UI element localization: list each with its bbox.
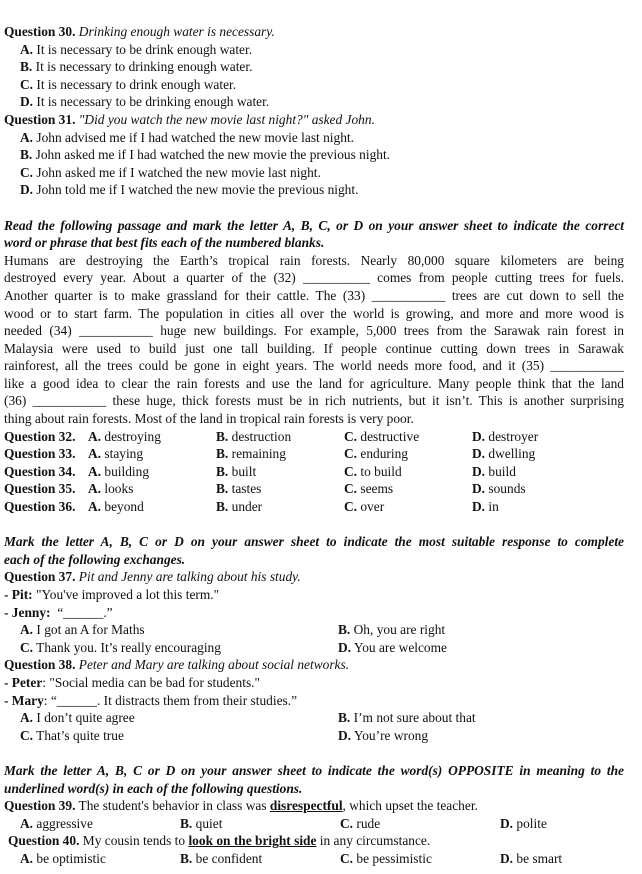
option-letter: C. [344, 481, 358, 497]
option-letter: A. [20, 815, 34, 831]
speaker: - Jenny: [4, 604, 51, 620]
option-d[interactable] [472, 445, 612, 463]
option-b[interactable] [180, 850, 340, 868]
option-c[interactable] [344, 445, 472, 463]
option-text: be smart [516, 850, 563, 866]
passage-line: thing about rain forests. Most of the land in tropical rain forests is very poor. [4, 411, 414, 427]
option-letter: A. [88, 428, 102, 444]
dialogue-text: : "Social media can be bad for students." [42, 674, 260, 690]
option-letter: A. [20, 129, 34, 145]
option-text: remaining [231, 446, 286, 462]
question-label: Question 32. [4, 428, 76, 444]
option-letter: B. [338, 710, 351, 726]
options-row [4, 727, 624, 745]
option-d[interactable] [472, 498, 612, 516]
question-text: My cousin tends to [82, 833, 186, 849]
worksheet-page [4, 23, 624, 868]
option-letter: C. [20, 727, 34, 743]
option-b[interactable] [216, 428, 344, 446]
option-a[interactable] [88, 498, 216, 516]
option-a[interactable] [88, 428, 216, 446]
option-letter: D. [472, 481, 486, 497]
option-d[interactable] [472, 480, 612, 498]
options-row [4, 850, 624, 868]
option-text: over [360, 499, 385, 515]
option-letter: C. [340, 815, 354, 831]
option-letter: A. [20, 710, 34, 726]
option-a[interactable] [88, 480, 216, 498]
option-text: seems [360, 481, 394, 497]
question-label: Question 35. [4, 481, 76, 497]
option-letter: C. [344, 463, 358, 479]
option-letter: C. [344, 446, 358, 462]
question-label: Question 37. [4, 569, 76, 585]
option-b[interactable] [338, 709, 476, 727]
option-text: It is necessary to drinking enough water. [35, 59, 253, 75]
question-35 [4, 480, 624, 498]
dialogue-line [4, 692, 624, 710]
option-d[interactable] [472, 428, 612, 446]
passage-line: Malaysia were used to build just one tall building. If people continue cutting down trees in Sarawak [4, 340, 624, 356]
option-c[interactable] [344, 463, 472, 481]
options-row [4, 709, 624, 727]
option-text: staying [104, 446, 144, 462]
option-c[interactable] [344, 498, 472, 516]
option-letter: C. [20, 164, 34, 180]
option-d[interactable] [472, 463, 612, 481]
question-37 [4, 568, 624, 586]
option-text: be optimistic [36, 850, 106, 866]
dialogue-line [4, 604, 624, 622]
option-text: tastes [231, 481, 262, 497]
option-letter: C. [20, 76, 34, 92]
option-letter: A. [20, 622, 34, 638]
question-text: , which upset the teacher. [342, 798, 478, 814]
option-b[interactable] [216, 480, 344, 498]
spacer [4, 516, 624, 534]
option-a[interactable] [4, 41, 624, 59]
option-text: to build [360, 463, 402, 479]
option-letter: A. [88, 446, 102, 462]
section-instruction: each of the following exchanges. [4, 551, 186, 567]
question-36 [4, 498, 624, 516]
passage-line: wood or to start farm. The population in cities all over the world is growing, and more and more wood is [4, 305, 624, 321]
section-instruction: Read the following passage and mark the letter A, B, C, or D on your answer sheet to indicate the correct [4, 217, 624, 233]
option-text: under [231, 499, 263, 515]
passage-line: destroyed every year. About a quarter of the (32) __________ comes from people cutting trees for fuels. [4, 270, 624, 286]
option-letter: D. [472, 428, 486, 444]
question-prompt: "Did you watch the new movie last night?" asked John. [78, 111, 375, 127]
options-row [4, 815, 624, 833]
option-text: built [231, 463, 257, 479]
option-b[interactable] [216, 463, 344, 481]
option-text: I don’t quite agree [36, 710, 135, 726]
question-text: in any circumstance. [319, 833, 431, 849]
option-text: enduring [360, 446, 408, 462]
passage-line: like a good idea to clear the rain forests and use the land for agriculture. Many people think that the land [4, 375, 624, 391]
question-40 [4, 832, 624, 850]
option-text: sounds [488, 481, 526, 497]
question-prompt: Peter and Mary are talking about social networks. [78, 657, 350, 673]
passage-line: (36) ___________ these huge, thick forests must be in rich nutrients, but it isn’t. This is another surprising [4, 393, 624, 409]
option-text: dwelling [488, 446, 536, 462]
option-letter: B. [180, 850, 193, 866]
dialogue-text: "You've improved a lot this term." [36, 587, 220, 602]
question-31 [4, 111, 624, 129]
option-text: John asked me if I watched the new movie last night. [36, 164, 321, 180]
passage-line: Another quarter is to make grassland for their cattle. The (33) ___________ trees are cut down to sell the [4, 287, 624, 303]
option-letter: C. [344, 499, 358, 515]
option-b[interactable] [180, 815, 340, 833]
option-text: John asked me if I had watched the new movie the previous night. [35, 147, 391, 163]
passage-line: needed (34) ___________ huge new buildings. For example, 5,000 trees from the Sarawak rain forest in [4, 323, 624, 339]
section-instruction: word or phrase that best fits each of the numbered blanks. [4, 235, 325, 251]
option-text: building [104, 463, 150, 479]
option-c[interactable] [344, 428, 472, 446]
option-letter: B. [338, 622, 351, 638]
question-prompt: Drinking enough water is necessary. [78, 24, 275, 39]
option-letter: A. [88, 481, 102, 497]
underlined-word: disrespectful [269, 798, 343, 814]
dialogue-text: : “______. It distracts them from their studies.” [43, 692, 298, 708]
option-a[interactable] [4, 815, 180, 833]
speaker: - Mary [4, 692, 44, 708]
option-letter: B. [216, 463, 229, 479]
section-instruction: Mark the letter A, B, C or D on your answer sheet to indicate the most suitable response to complete [4, 534, 624, 550]
option-text: destroying [104, 428, 161, 444]
option-letter: D. [472, 463, 486, 479]
option-b[interactable] [216, 445, 344, 463]
option-c[interactable] [340, 850, 500, 868]
option-letter: C. [340, 850, 354, 866]
option-a[interactable] [4, 129, 624, 147]
option-a[interactable] [4, 850, 180, 868]
passage-line: rainforest, all the trees could be gone in eight years. The world needs more food, and it (35) ___________ [4, 358, 624, 374]
question-label: Question 33. [4, 446, 76, 462]
option-b[interactable] [216, 498, 344, 516]
spacer [4, 744, 624, 762]
section-instruction: underlined word(s) in each of the following questions. [4, 780, 303, 796]
option-a[interactable] [88, 445, 216, 463]
option-text: It is necessary to be drinking enough water. [36, 94, 270, 110]
option-letter: B. [20, 59, 33, 75]
option-letter: B. [216, 481, 229, 497]
option-letter: D. [472, 499, 486, 515]
question-label: Question 31. [4, 111, 76, 127]
option-text: polite [516, 815, 547, 831]
option-d[interactable] [500, 815, 620, 833]
option-text: in [488, 499, 499, 515]
option-text: be confident [195, 850, 263, 866]
option-text: Thank you. It’s really encouraging [36, 639, 221, 655]
question-39 [4, 797, 624, 815]
speaker: - Peter [4, 674, 43, 690]
option-text: It is necessary to drink enough water. [36, 76, 237, 92]
option-d[interactable] [4, 93, 624, 111]
option-b[interactable] [4, 146, 624, 164]
option-letter: B. [216, 428, 229, 444]
option-text: rude [356, 815, 381, 831]
option-b[interactable] [4, 58, 624, 76]
question-30 [4, 23, 624, 41]
option-text: destroyer [488, 428, 539, 444]
underlined-phrase: look on the bright side [188, 833, 317, 849]
question-label: Question 38. [4, 657, 76, 673]
option-text: build [488, 463, 516, 479]
option-letter: D. [500, 815, 514, 831]
option-text: John told me if I watched the new movie the previous night. [36, 182, 359, 198]
option-text: aggressive [36, 815, 93, 831]
option-text: destruction [231, 428, 292, 444]
option-letter: D. [20, 94, 34, 110]
option-letter: B. [216, 499, 229, 515]
option-a[interactable] [4, 621, 338, 639]
option-text: destructive [360, 428, 420, 444]
options-row [4, 621, 624, 639]
question-38 [4, 656, 624, 674]
dialogue-line [4, 586, 624, 604]
option-a[interactable] [4, 709, 338, 727]
options-row [4, 639, 624, 657]
option-a[interactable] [88, 463, 216, 481]
option-letter: D. [472, 446, 486, 462]
question-label: Question 36. [4, 499, 76, 515]
option-text: looks [104, 481, 134, 497]
option-c[interactable] [4, 164, 624, 182]
option-letter: B. [216, 446, 229, 462]
option-letter: D. [338, 727, 352, 743]
option-d[interactable] [338, 727, 428, 745]
option-text: That’s quite true [36, 727, 124, 743]
speaker: - Pit: [4, 587, 33, 602]
question-label: Question 39. [4, 798, 76, 814]
option-text: beyond [104, 499, 144, 515]
option-letter: D. [338, 639, 352, 655]
option-text: quiet [195, 815, 223, 831]
option-letter: D. [500, 850, 514, 866]
question-label: Question 34. [4, 463, 76, 479]
question-33 [4, 445, 624, 463]
option-letter: C. [20, 639, 34, 655]
question-text: The student's behavior in class was [78, 798, 267, 814]
option-letter: A. [88, 499, 102, 515]
option-text: You are welcome [353, 639, 447, 655]
option-letter: A. [88, 463, 102, 479]
option-text: It is necessary to be drink enough water. [36, 41, 253, 57]
dialogue-text: “______.” [57, 604, 113, 620]
option-letter: A. [20, 850, 34, 866]
spacer [4, 199, 624, 217]
passage-line: Humans are destroying the Earth’s tropical rain forests. Nearly 80,000 square kilometers are being [4, 252, 624, 268]
option-c[interactable] [340, 815, 500, 833]
option-letter: D. [20, 182, 34, 198]
option-letter: B. [20, 147, 33, 163]
option-d[interactable] [4, 181, 624, 199]
option-c[interactable] [344, 480, 472, 498]
option-letter: A. [20, 41, 34, 57]
option-text: You’re wrong [353, 727, 429, 743]
question-34 [4, 463, 624, 481]
option-text: be pessimistic [356, 850, 432, 866]
question-prompt: Pit and Jenny are talking about his study. [78, 569, 301, 585]
question-label: Question 30. [4, 24, 76, 39]
option-d[interactable] [500, 850, 620, 868]
question-label: Question 40. [8, 833, 80, 849]
option-text: John advised me if I had watched the new movie last night. [36, 129, 354, 145]
option-letter: B. [180, 815, 193, 831]
option-c[interactable] [4, 76, 624, 94]
section-instruction: Mark the letter A, B, C or D on your answer sheet to indicate the word(s) OPPOSITE in meaning to the [4, 762, 624, 778]
option-text: Oh, you are right [353, 622, 446, 638]
question-32 [4, 428, 624, 446]
option-c[interactable] [4, 639, 338, 657]
option-text: I’m not sure about that [353, 710, 476, 726]
option-text: I got an A for Maths [36, 622, 145, 638]
dialogue-line [4, 674, 624, 692]
option-b[interactable] [338, 621, 445, 639]
option-d[interactable] [338, 639, 447, 657]
option-letter: C. [344, 428, 358, 444]
option-c[interactable] [4, 727, 338, 745]
